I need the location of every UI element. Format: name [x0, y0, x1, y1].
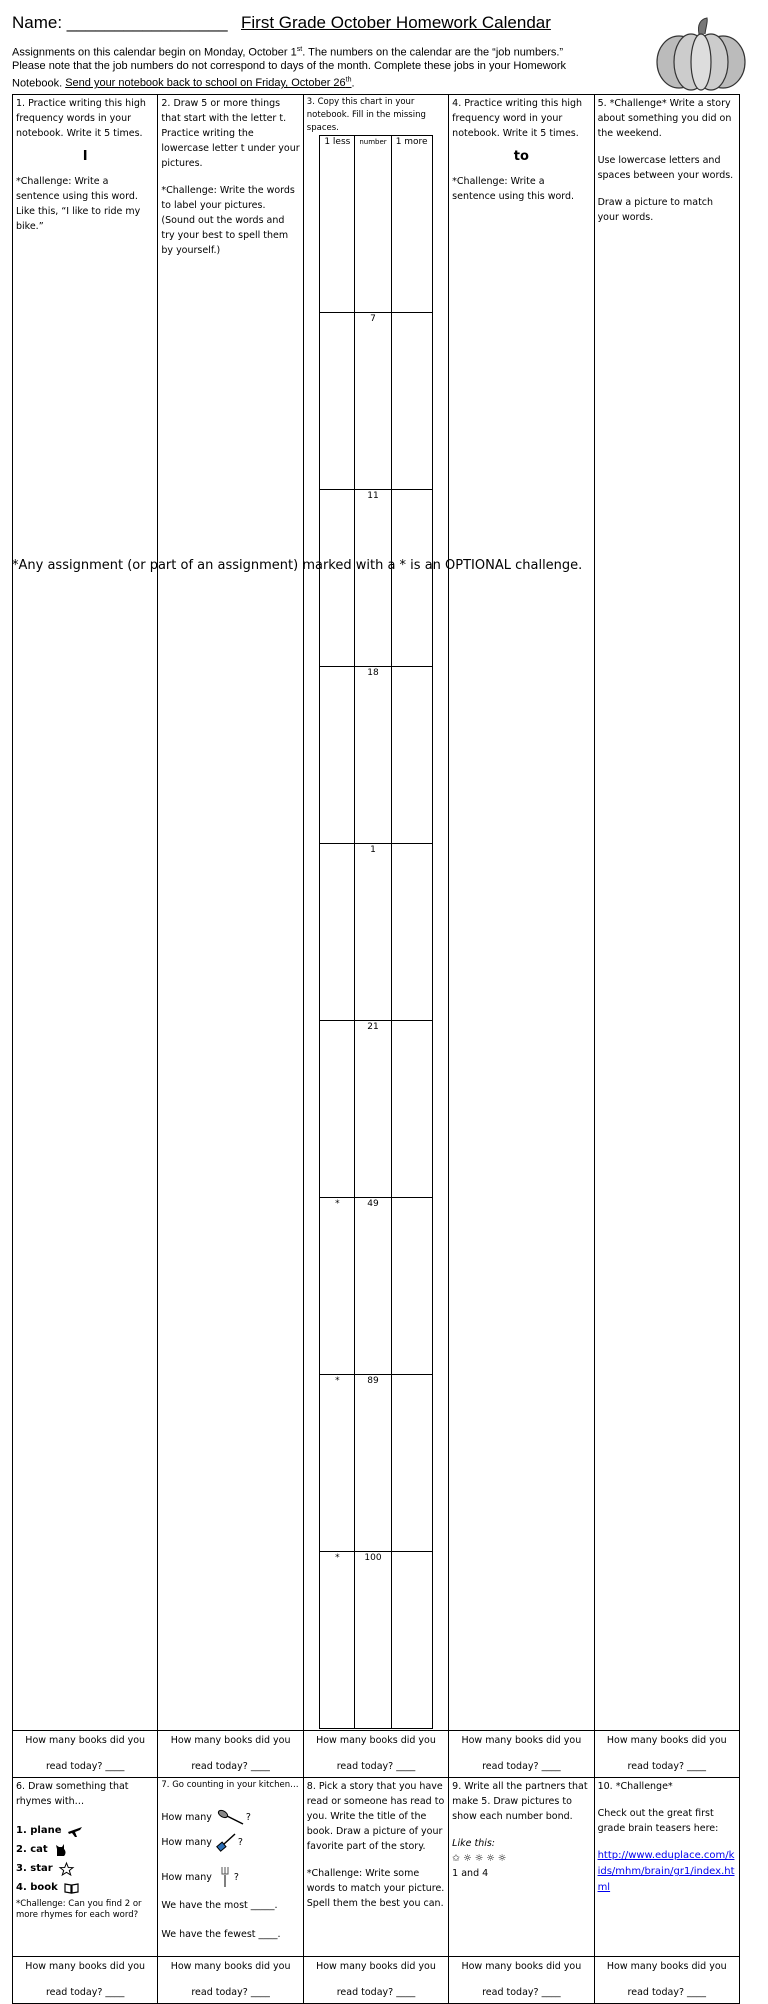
chart-row	[320, 1552, 432, 1729]
books-read-7: How many books did you read today? ____	[158, 1957, 303, 2004]
job-9-cell: 9. Write all the partners that make 5. Draw pictures to show each number bond. Like this: ✩ ☼ ☼ ☼ ☼ 1 and 4	[449, 1778, 594, 1957]
page-title: First Grade October Homework Calendar	[241, 13, 551, 32]
pumpkin-icon	[651, 16, 751, 92]
job-7-cell: 7. Go counting in your kitchen… How many ? How many ? How many ? We have the most _____. We have the fewest ____.	[158, 1778, 303, 1957]
chart-cell-less: *	[320, 1198, 355, 1375]
job-8-cell: 8. Pick a story that you have read or someone has read to you. Write the title of the book. Draw a picture of your favorite part of the story. *Challenge: Write some words to match your picture. Spell them the best you can.	[303, 1778, 448, 1957]
job-5-cell: 5. *Challenge* Write a story about something you did on the weekend. Use lowercase letters and spaces between your words. Draw a picture to match your words.	[594, 95, 739, 1731]
star-icon	[59, 1862, 74, 1876]
chart-cell-less	[320, 1021, 355, 1198]
chart-cell-num: 1	[355, 844, 391, 1021]
chart-cell-less	[320, 313, 355, 490]
chart-cell-more	[391, 1375, 432, 1552]
books-read-2: How many books did you read today? ____	[158, 1731, 303, 1778]
chart-cell-num: 7	[355, 313, 391, 490]
chart-cell-more	[391, 667, 432, 844]
books-read-1: How many books did you read today? ____	[13, 1731, 158, 1778]
chart-cell-more	[391, 313, 432, 490]
books-read-6: How many books did you read today? ____	[13, 1957, 158, 2004]
chart-cell-more	[391, 844, 432, 1021]
homework-calendar	[12, 94, 740, 2004]
chart-cell-more	[391, 1198, 432, 1375]
word-to: to	[513, 149, 529, 164]
books-read-8: How many books did you read today? ____	[303, 1957, 448, 2004]
cat-icon	[54, 1843, 68, 1857]
chart-cell-num: 49	[355, 1198, 391, 1375]
rhyme-cat: 2. cat	[16, 1842, 154, 1857]
number-bond-symbols: ✩ ☼ ☼ ☼ ☼	[452, 1853, 507, 1864]
chart-cell-less	[320, 490, 355, 667]
job-2-cell: 2. Draw 5 or more things that start with the letter t. Practice writing the lowercase letter t under your pictures. *Challenge: Write the words to label your pictures. (Sound out the words and try your best to spell them by yourself.)	[158, 95, 303, 1731]
rhyme-star: 3. star	[16, 1861, 154, 1876]
rhyme-plane: 1. plane	[16, 1823, 154, 1838]
word-i: I	[82, 149, 88, 164]
books-read-3: How many books did you read today? ____	[303, 1731, 448, 1778]
chart-row	[320, 1021, 432, 1198]
due-date-text: Send your notebook back to school on Friday, October 26th	[65, 76, 352, 90]
job-6-cell: 6. Draw something that rhymes with… 1. plane 2. cat 3. star 4. book *Challenge: Can you find 2 or more rhymes for each word?	[13, 1778, 158, 1957]
books-read-9: How many books did you read today? ____	[449, 1957, 594, 2004]
chart-row	[320, 313, 432, 490]
chart-cell-less	[320, 844, 355, 1021]
intro-paragraph: Assignments on this calendar begin on Monday, October 1st. The numbers on the calendar are the “job numbers.” Please note that the job numbers do not correspond to days of the month. Complete these jobs in your Homework Notebook. Send your notebook back to school on Friday, October 26th.	[12, 46, 566, 90]
name-line: Name: _________________	[12, 13, 228, 32]
chart-row	[320, 490, 432, 667]
chart-cell-more	[391, 490, 432, 667]
count-spatulas: How many ?	[161, 1832, 299, 1852]
optional-note: *Any assignment (or part of an assignment) marked with a * is an OPTIONAL challenge.	[12, 558, 583, 573]
job-1-cell: 1. Practice writing this high frequency words in your notebook. Write it 5 times. I *Challenge: Write a sentence using this word. Like this, “I like to ride my bike.”	[13, 95, 158, 1731]
chart-cell-more	[391, 1021, 432, 1198]
count-spoons: How many ?	[161, 1808, 299, 1826]
books-read-10: How many books did you read today? ____	[594, 1957, 739, 2004]
chart-cell-num: 21	[355, 1021, 391, 1198]
book-icon	[64, 1882, 79, 1894]
chart-row	[320, 844, 432, 1021]
chart-row	[320, 1375, 432, 1552]
chart-cell-less	[320, 667, 355, 844]
chart-cell-more	[391, 1552, 432, 1729]
chart-cell-num: 100	[355, 1552, 391, 1729]
chart-cell-num: 89	[355, 1375, 391, 1552]
brain-teasers-link[interactable]: http://www.eduplace.com/kids/mhm/brain/gr1/index.html	[597, 1850, 735, 1893]
books-read-4: How many books did you read today? ____	[449, 1731, 594, 1778]
chart-row	[320, 1198, 432, 1375]
chart-cell-num: 11	[355, 490, 391, 667]
job-4-cell: 4. Practice writing this high frequency word in your notebook. Write it 5 times. to *Challenge: Write a sentence using this word.	[449, 95, 594, 1731]
chart-cell-less: *	[320, 1375, 355, 1552]
spoon-icon	[216, 1808, 246, 1826]
chart-row	[320, 667, 432, 844]
count-forks: How many ?	[161, 1866, 299, 1888]
chart-cell-num: 18	[355, 667, 391, 844]
job-10-cell: 10. *Challenge* Check out the great first grade brain teasers here: http://www.eduplace.com/kids/mhm/brain/gr1/index.html	[594, 1778, 739, 1957]
fork-icon	[216, 1866, 234, 1888]
chart-cell-less: *	[320, 1552, 355, 1729]
rhyme-book: 4. book	[16, 1880, 154, 1895]
number-chart: 1 less number 1 more 7 11 18 1 21 * 49 * 89 * 100	[319, 135, 432, 1729]
plane-icon	[67, 1824, 83, 1838]
books-read-5: How many books did you read today? ____	[594, 1731, 739, 1778]
job-3-cell: 3. Copy this chart in your notebook. Fill in the missing spaces. 1 less number 1 more 7 11 18 1 21 * 49 * 89 * 100	[303, 95, 448, 1731]
spatula-icon	[216, 1832, 238, 1852]
